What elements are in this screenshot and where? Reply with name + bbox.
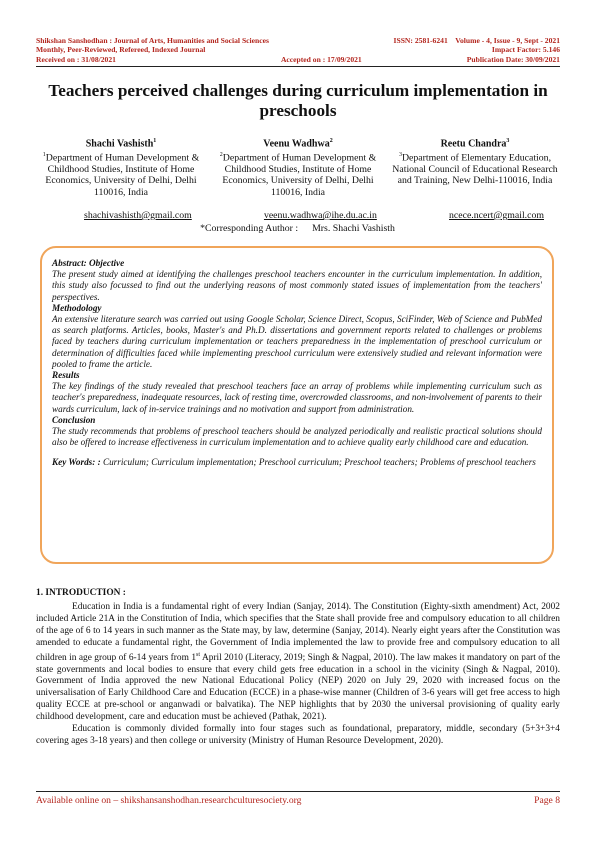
objective-heading: Abstract: Objective (52, 258, 125, 268)
author-affiliation: Department of Human Development & Childhood Studies, Institute of Home Economics, University of Delhi, Delhi 110016, India (222, 152, 377, 198)
conclusion-text: The study recommends that problems of preschool teachers should be analyzed periodically and realistic practical solutions should also be offered to increase effectiveness in curriculum implementation and to achieve quality early childhood care and education. (52, 426, 542, 448)
keywords-heading: Key Words: : (52, 457, 101, 468)
email-link[interactable]: ncece.ncert@gmail.com (449, 210, 544, 221)
page-number: Page 8 (534, 795, 560, 806)
email-link[interactable]: shachivashisth@gmail.com (84, 210, 192, 221)
results-heading: Results (52, 370, 80, 381)
author-name: Reetu Chandra (440, 138, 507, 150)
author-block (36, 136, 560, 199)
introduction-section (36, 588, 560, 748)
paragraph: Education is commonly divided formally into four stages such as foundational, preparatory, middle, secondary (5+3+3+4 covering ages 3-18 years) and then college or university (Ministry of Human Resource Development, 2020). (36, 724, 560, 746)
author-affiliation: Department of Elementary Education, National Council of Educational Research and Training, New Delhi-110016, India (392, 152, 558, 187)
email-row (84, 210, 544, 221)
author-name: Shachi Vashisth (85, 138, 154, 150)
author-name: Veenu Wadhwa (263, 138, 330, 150)
email-link[interactable]: veenu.wadhwa@ihe.du.ac.in (263, 210, 377, 221)
section-heading: 1. INTRODUCTION : (36, 588, 126, 598)
abstract-box (40, 246, 554, 564)
journal-type: Monthly, Peer-Reviewed, Refereed, Indexed Journal (36, 45, 206, 55)
results-text: The key findings of the study revealed that preschool teachers face an array of problems while implementing curriculum such as teacher's preparedness, inadequate resources, lack of resting time, overcrowded classrooms, and non-involvement of parents to their wards curriculum, lack of in-service trainings and no motivation and support from administration. (52, 381, 542, 414)
author-1: Shachi Vashisth$^1$ $^1$Department of Human Development & Childhood Studies, Institute of Home Economics, University of Delhi, Delhi 110016, India (42, 138, 200, 198)
methodology-heading: Methodology (52, 302, 102, 313)
keywords (52, 457, 542, 468)
issn: ISSN: 2581-6241 (393, 36, 448, 45)
author-affiliation: Department of Human Development & Childhood Studies, Institute of Home Economics, University of Delhi, Delhi 110016, India (45, 152, 200, 198)
author-2: Veenu Wadhwa$^2$ $^2$Department of Human Development & Childhood Studies, Institute of Home Economics, University of Delhi, Delhi 110016, India (219, 138, 377, 198)
publication-date: Publication Date: 30/09/2021 (466, 54, 560, 64)
header-rule (36, 66, 560, 67)
footer-url[interactable]: Available online on – shikshansanshodhan.researchculturesociety.org (36, 795, 302, 806)
author-3: Reetu Chandra$^3$ $^3$Department of Elementary Education, National Council of Educational Research and Training, New Delhi-110016, India (392, 138, 558, 187)
received-date: Received on : 31/08/2021 (36, 54, 116, 64)
impact-factor: Impact Factor: 5.146 (491, 45, 560, 55)
paper-title: Teachers perceived challenges during curriculum implementation in preschools (48, 81, 548, 120)
corresponding-author: *Corresponding Author : Mrs. Shachi Vashisth (200, 223, 395, 234)
objective-text: The present study aimed at identifying the challenges preschool teachers encounter in the curriculum implementation. In addition, this study also focussed to find out the underlying reasons of most commonly stated issues of implementation from the teachers' perspectives. (52, 269, 542, 302)
methodology-text: An extensive literature search was carried out using Google Scholar, Science Direct, Scopus, SciFinder, Web of Science and PubMed as search platforms. Articles, books, Master's and Ph.D. dissertations and government reports related to challenges or problems faced by teachers during curriculum implementation or teachers preparedness in the implementation of preschool curriculum or determination of difficulties faced while implementing preschool curriculum were extensively studied and relevant information were pooled to frame the article. (52, 314, 542, 369)
paragraph: Education in India is a fundamental right of every Indian (Sanjay, 2014). The Constitution (Eighty-sixth amendment) Act, 2002 included Article 21A in the Constitution of India, which specifies that the State shall provide free and compulsory education to all children of the age of 6 to 14 years in such manner as the State may, by law, determine (Sanjay, 2014). Nearly eight years after the Constitution was amended to educate a fundamental right, the Government of India implemented the law to provide free and compulsory education to all children in age group of 6-14 years from 1st April 2010 (Literacy, 2019; Singh & Nagpal, 2010). The law makes it mandatory on part of the state governments and local bodies to ensure that every child gets free education in a school in the vicinity (Singh & Nagpal, 2010). Government of India approved the new National Educational Policy (NEP) 2020 on July 29, 2020 with increased focus on the universalisation of Early Childhood Care and Education (ECCE) in a phase-wise manner (Children of 3-6 years will get free access to high quality ECCE at pre-school or anganwadi or balvatika). The NEP highlights that by 2030 the universal provisioning of quality early childhood development, care and education must be achieved (Pathak, 2021). (36, 601, 561, 723)
conclusion-heading: Conclusion (52, 414, 96, 425)
footer-rule (36, 791, 560, 792)
volume-issue: Volume - 4, Issue - 9, Sept - 2021 (455, 36, 560, 45)
journal-header (36, 36, 560, 64)
accepted-date: Accepted on : 17/09/2021 (280, 54, 362, 64)
journal-name: Shikshan Sanshodhan : Journal of Arts, Humanities and Social Sciences (36, 36, 269, 45)
keywords-text: Curriculum; Curriculum implementation; Preschool curriculum; Preschool teachers; Problems of preschool teachers (102, 457, 536, 468)
page-footer (36, 795, 560, 806)
